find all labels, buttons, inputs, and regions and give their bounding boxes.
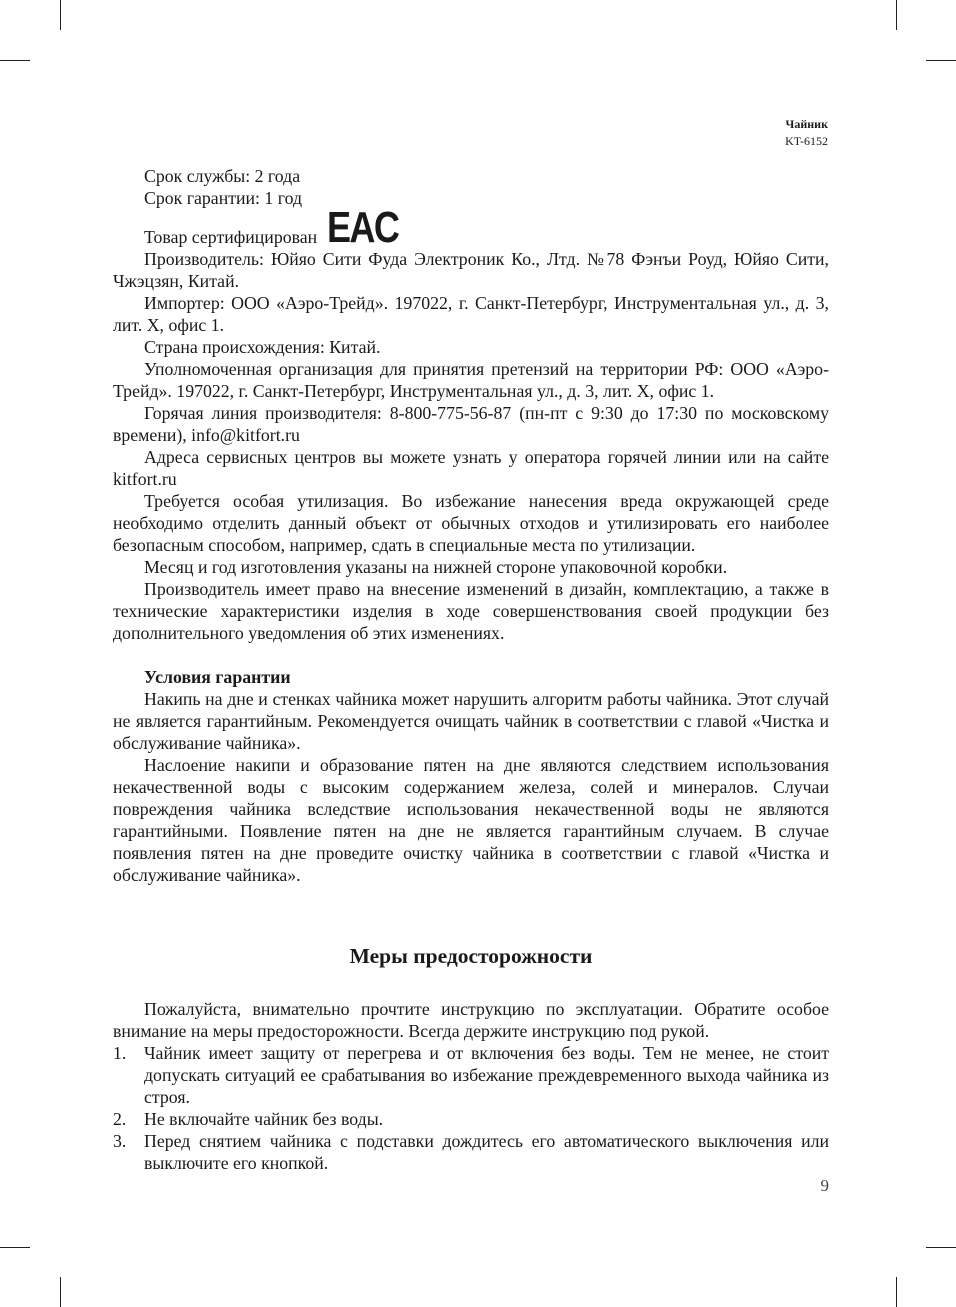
- crop-mark: [896, 0, 897, 30]
- warranty-heading: Условия гарантии: [144, 667, 291, 687]
- header-title: Чайник: [785, 117, 828, 131]
- warranty-paragraph: Наслоение накипи и образование пятен на дне являются следствием использования некачественной воды с высоким содержанием железа, солей и минералов. Случаи повреждения чайника вследствие использования некачественной воды не являются гарантийными. Появление пятен на дне не является гарантийным случаем. В случае появления пятен на дне проведите очистку чайника в соответствии с главой «Чистка и обслуживание чайника».: [113, 755, 829, 885]
- hotline-paragraph: Горячая линия производителя: 8-800-775-56-87 (пн-пт с 9:30 до 17:30 по московскому времени), info@kitfort.ru: [113, 403, 829, 445]
- service-centers-paragraph: Адреса сервисных центров вы можете узнать у оператора горячей линии или на сайте kitfort.ru: [113, 447, 829, 489]
- certification-row: [113, 203, 829, 252]
- running-header: [785, 116, 828, 150]
- warranty-period: Срок гарантии: 1 год: [144, 188, 303, 208]
- crop-mark: [926, 60, 956, 61]
- section-title: Меры предосторожности: [349, 944, 593, 968]
- list-number: 2.: [113, 1109, 127, 1129]
- manufacture-date-paragraph: Месяц и год изготовления указаны на нижней стороне упаковочной коробки.: [144, 557, 728, 577]
- eac-mark-icon: EAC: [327, 203, 399, 252]
- header-model: KT-6152: [785, 134, 828, 148]
- origin-paragraph: Страна происхождения: Китай.: [144, 337, 381, 357]
- authorized-org-paragraph: Уполномоченная организация для принятия претензий на территории РФ: ООО «Аэро-Трейд». 197022, г. Санкт-Петербург, Инструментальная ул., д. 3, лит. Х, офис 1.: [113, 359, 829, 401]
- list-number: 1.: [113, 1043, 127, 1063]
- page-content: [113, 165, 829, 1174]
- list-text: Чайник имеет защиту от перегрева и от включения без воды. Тем не менее, не стоит допускать ситуаций ее срабатывания во избежание преждевременного выхода чайника из строя.: [144, 1043, 829, 1107]
- list-item: [113, 1108, 829, 1130]
- disposal-paragraph: Требуется особая утилизация. Во избежание нанесения вреда окружающей среде необходимо отделить данный объект от обычных отходов и утилизировать его наиболее безопасным способом, например, сдать в специальные места по утилизации.: [113, 491, 829, 555]
- crop-mark: [896, 1277, 897, 1307]
- list-text: Перед снятием чайника с подставки дождитесь его автоматического выключения или выключите его кнопкой.: [144, 1131, 829, 1173]
- crop-mark: [926, 1247, 956, 1248]
- service-life: Срок службы: 2 года: [144, 166, 301, 186]
- list-item: [113, 1042, 829, 1108]
- precautions-intro: Пожалуйста, внимательно прочтите инструкцию по эксплуатации. Обратите особое внимание на меры предосторожности. Всегда держите инструкцию под рукой.: [113, 999, 829, 1041]
- manufacturer-paragraph: Производитель: Юйяо Сити Фуда Электроник Ко., Лтд. №78 Фэнъи Роуд, Юйяо Сити, Чжэцзян, Китай.: [113, 249, 829, 291]
- crop-mark: [0, 1247, 30, 1248]
- crop-mark: [0, 60, 30, 61]
- list-item: [113, 1130, 829, 1174]
- list-text: Не включайте чайник без воды.: [144, 1109, 384, 1129]
- list-number: 3.: [113, 1131, 127, 1151]
- warranty-paragraph: Накипь на дне и стенках чайника может нарушить алгоритм работы чайника. Этот случай не является гарантийным. Рекомендуется очищать чайник в соответствии с главой «Чистка и обслуживание чайника».: [113, 689, 829, 753]
- changes-paragraph: Производитель имеет право на внесение изменений в дизайн, комплектацию, а также в технические характеристики изделия в ходе совершенствования своей продукции без дополнительного уведомления об этих изменениях.: [113, 579, 829, 643]
- importer-paragraph: Импортер: ООО «Аэро-Трейд». 197022, г. Санкт-Петербург, Инструментальная ул., д. 3, лит. Х, офис 1.: [113, 293, 829, 335]
- crop-mark: [60, 1277, 61, 1307]
- page-number: 9: [820, 1176, 829, 1195]
- crop-mark: [60, 0, 61, 30]
- certified-text: Товар сертифицирован: [144, 227, 318, 247]
- precautions-list: [113, 1042, 829, 1174]
